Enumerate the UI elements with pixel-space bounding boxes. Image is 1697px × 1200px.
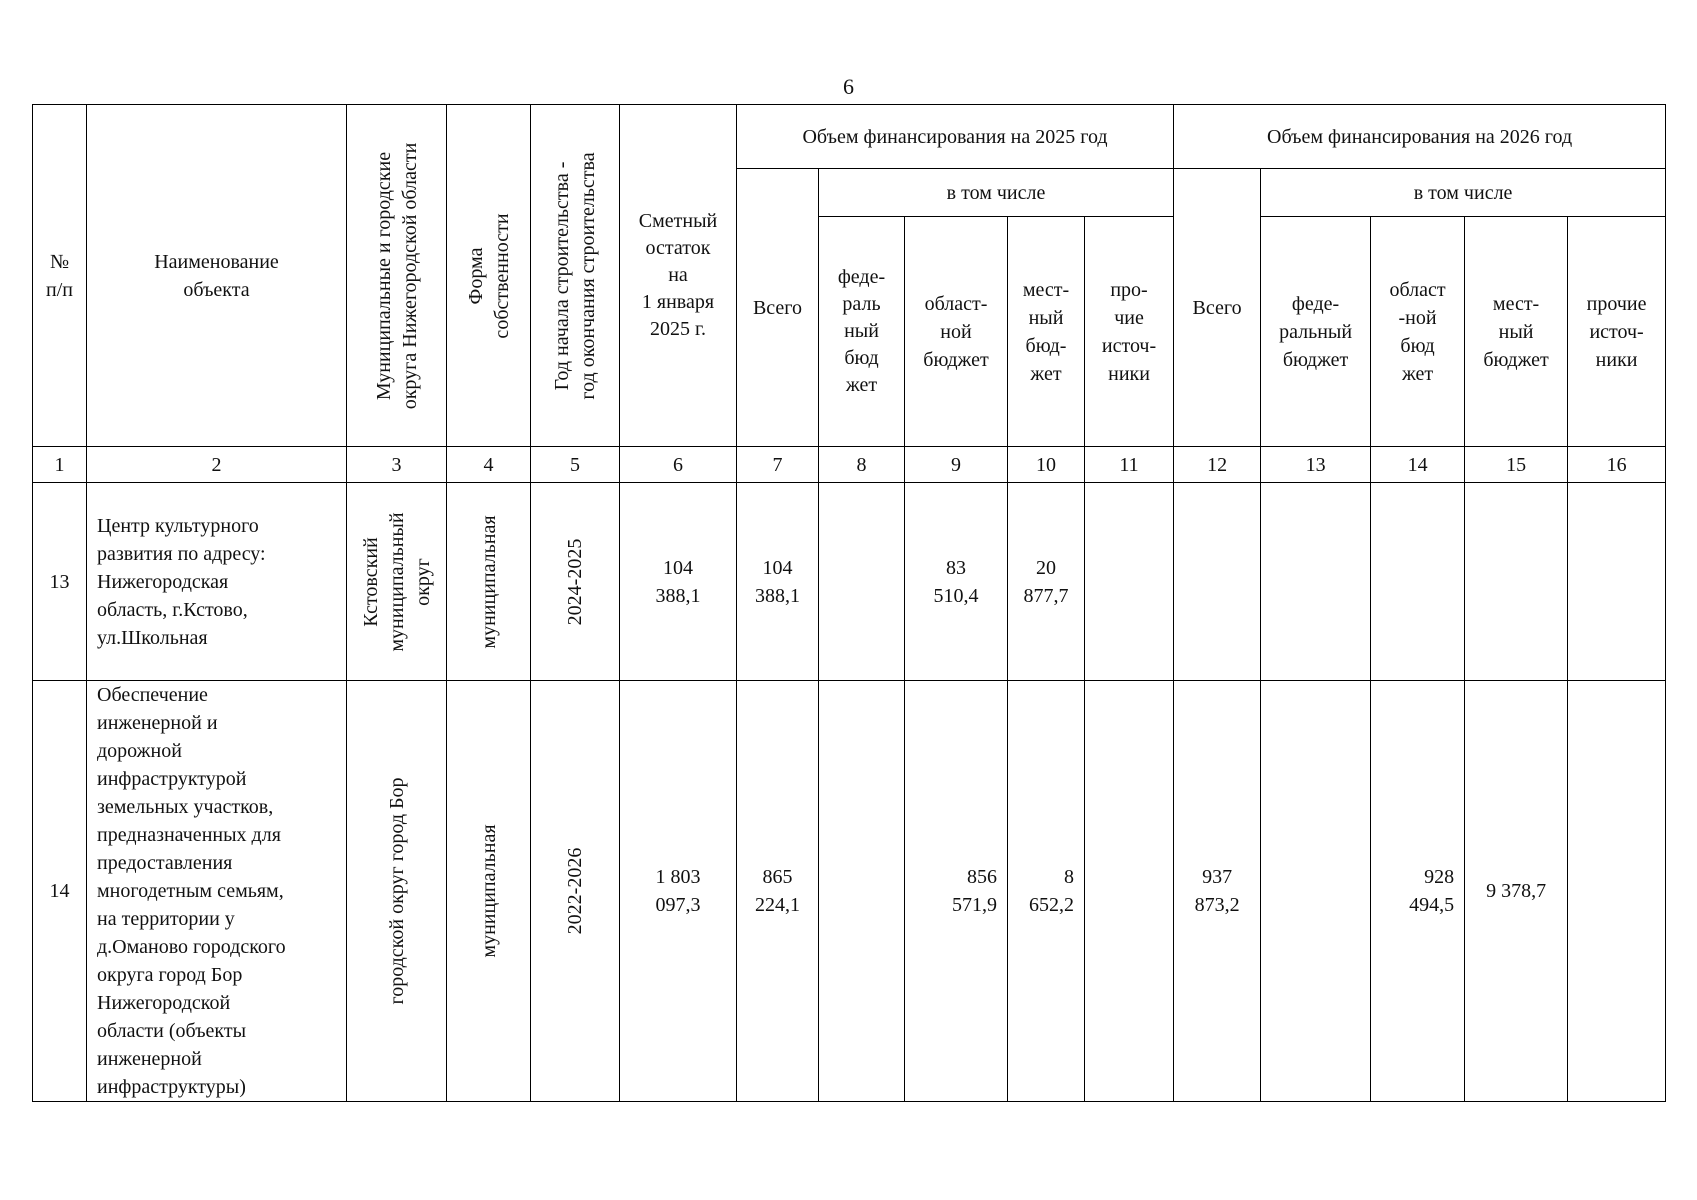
header-name: Наименование объекта xyxy=(87,105,347,447)
column-number: 4 xyxy=(447,447,531,483)
header-municipal xyxy=(347,105,447,447)
header-federal-2025: феде- раль ный бюд жет xyxy=(819,217,905,447)
row-municipal xyxy=(347,681,447,1102)
header-group-2026: Объем финансирования на 2026 год xyxy=(1174,105,1666,169)
column-number: 14 xyxy=(1371,447,1465,483)
row-regional-2025: 83 510,4 xyxy=(905,483,1008,681)
table-row xyxy=(33,681,1666,1102)
header-regional-2025: област- ной бюджет xyxy=(905,217,1008,447)
row-federal-2026 xyxy=(1261,681,1371,1102)
row-municipal-text: Кстовский муниципальный округ xyxy=(359,511,434,652)
column-number: 13 xyxy=(1261,447,1371,483)
row-local-2026: 9 378,7 xyxy=(1465,681,1568,1102)
row-total-2026 xyxy=(1174,483,1261,681)
header-federal-2026: феде- ральный бюджет xyxy=(1261,217,1371,447)
column-number: 1 xyxy=(33,447,87,483)
financing-table xyxy=(32,104,1666,1102)
column-number: 2 xyxy=(87,447,347,483)
page-number: 6 xyxy=(843,74,854,99)
header-ownership-text: Форма собственности xyxy=(464,212,513,339)
header-years-text: Год начала строительства - год окончания строительства xyxy=(551,151,599,400)
column-number: 11 xyxy=(1085,447,1174,483)
row-ownership xyxy=(447,681,531,1102)
row-years xyxy=(531,483,620,681)
row-federal-2025 xyxy=(819,483,905,681)
column-number: 15 xyxy=(1465,447,1568,483)
row-total-2026: 937 873,2 xyxy=(1174,681,1261,1102)
header-other-2026: прочие источ- ники xyxy=(1568,217,1666,447)
header-other-2025: про- чие источ- ники xyxy=(1085,217,1174,447)
header-no: № п/п xyxy=(33,105,87,447)
row-other-2025 xyxy=(1085,483,1174,681)
header-ownership xyxy=(447,105,531,447)
column-number: 6 xyxy=(620,447,737,483)
row-years-text: 2024-2025 xyxy=(564,538,586,625)
row-no: 13 xyxy=(33,483,87,681)
row-name: Обеспечение инженерной и дорожной инфраструктурой земельных участков, предназначенных для предоставления многодетным семьям, на территории у д.Оманово городского округа город Бор Нижегородской области (объекты инженерной инфраструктуры) xyxy=(87,681,347,1102)
header-balance: Сметный остаток на 1 января 2025 г. xyxy=(620,105,737,447)
column-number: 10 xyxy=(1008,447,1085,483)
row-federal-2026 xyxy=(1261,483,1371,681)
row-total-2025: 865 224,1 xyxy=(737,681,819,1102)
header-total-2026: Всего xyxy=(1174,169,1261,447)
row-local-2026 xyxy=(1465,483,1568,681)
row-municipal xyxy=(347,483,447,681)
row-ownership-text: муниципальная xyxy=(477,824,500,958)
column-number: 12 xyxy=(1174,447,1261,483)
header-total-2025: Всего xyxy=(737,169,819,447)
column-number: 7 xyxy=(737,447,819,483)
row-ownership-text: муниципальная xyxy=(477,514,500,649)
header-local-2025: мест- ный бюд- жет xyxy=(1008,217,1085,447)
column-number: 16 xyxy=(1568,447,1666,483)
row-name: Центр культурного развития по адресу: Нижегородская область, г.Кстово, ул.Школьная xyxy=(87,483,347,681)
row-balance: 1 803 097,3 xyxy=(620,681,737,1102)
row-regional-2026: 928 494,5 xyxy=(1371,681,1465,1102)
row-other-2026 xyxy=(1568,681,1666,1102)
header-local-2026: мест- ный бюджет xyxy=(1465,217,1568,447)
table-row xyxy=(33,483,1666,681)
row-balance: 104 388,1 xyxy=(620,483,737,681)
row-total-2025: 104 388,1 xyxy=(737,483,819,681)
row-other-2025 xyxy=(1085,681,1174,1102)
column-number: 3 xyxy=(347,447,447,483)
header-group-2025: Объем финансирования на 2025 год xyxy=(737,105,1174,169)
column-number-row xyxy=(33,447,1666,483)
header-years xyxy=(531,105,620,447)
header-including-2025: в том числе xyxy=(819,169,1174,217)
column-number: 8 xyxy=(819,447,905,483)
header-row-1 xyxy=(33,105,1666,169)
column-number: 5 xyxy=(531,447,620,483)
row-local-2025: 20 877,7 xyxy=(1008,483,1085,681)
row-municipal-text: городской округ город Бор xyxy=(385,777,408,1005)
row-local-2025: 8 652,2 xyxy=(1008,681,1085,1102)
header-including-2026: в том числе xyxy=(1261,169,1666,217)
row-federal-2025 xyxy=(819,681,905,1102)
row-other-2026 xyxy=(1568,483,1666,681)
header-municipal-text: Муниципальные и городские округа Нижегородской области xyxy=(372,142,421,409)
header-regional-2026: област -ной бюд жет xyxy=(1371,217,1465,447)
row-ownership xyxy=(447,483,531,681)
row-no: 14 xyxy=(33,681,87,1102)
column-number: 9 xyxy=(905,447,1008,483)
row-years xyxy=(531,681,620,1102)
row-years-text: 2022-2026 xyxy=(564,847,586,935)
row-regional-2026 xyxy=(1371,483,1465,681)
row-regional-2025: 856 571,9 xyxy=(905,681,1008,1102)
